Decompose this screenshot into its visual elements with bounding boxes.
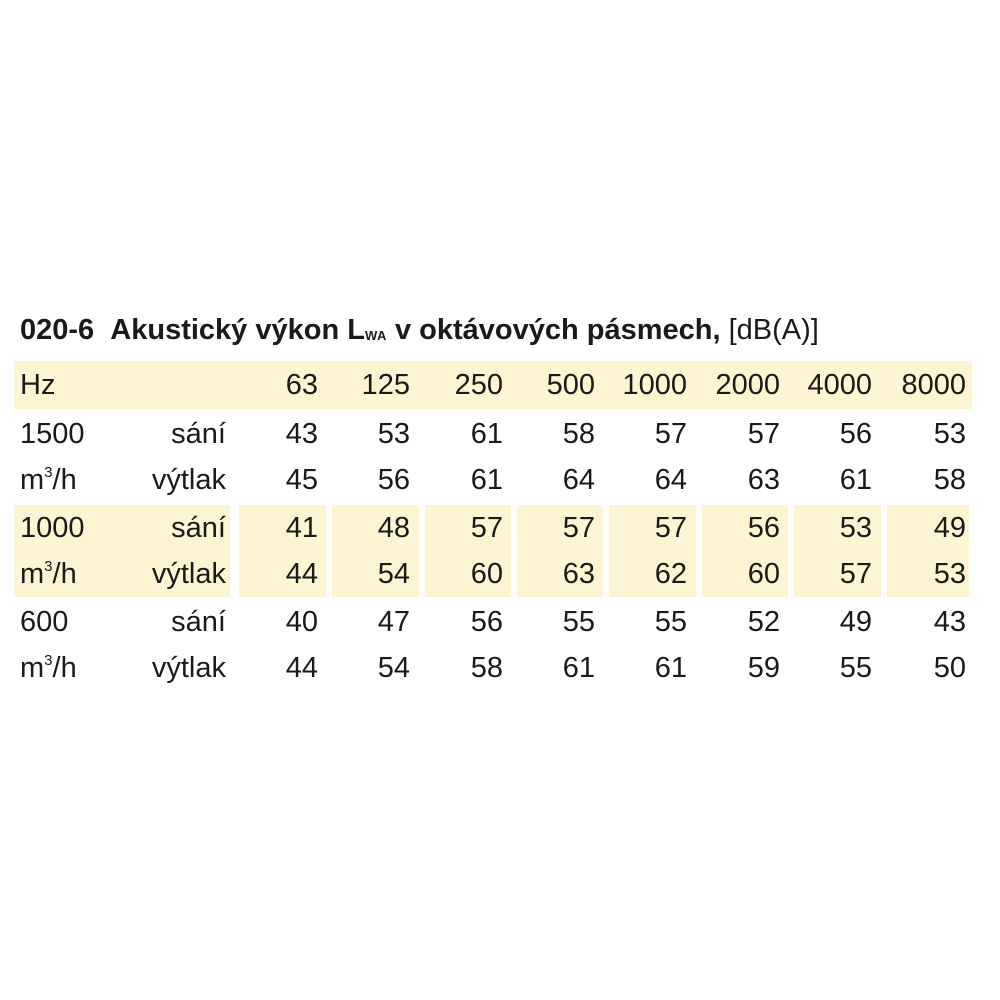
table-cell: 43 [933,606,966,638]
flow-unit-exponent: 3 [44,652,53,669]
table-cell: 63 [562,558,595,590]
header-frequency: 2000 [715,369,780,401]
table-cell: 40 [285,606,318,638]
acoustic-power-table [14,361,972,691]
flow-unit-tail: /h [52,558,77,590]
flow-unit-base: m [20,464,45,496]
table-cell: 63 [747,464,780,496]
table-cell: 47 [377,606,410,638]
table-cell: 53 [839,512,872,544]
table-cell: 49 [839,606,872,638]
table-cell: 57 [654,512,687,544]
table-cell: 57 [470,512,503,544]
table-row [14,505,972,551]
flow-value: 1000 [20,512,85,544]
table-row [14,645,972,691]
row-kind: sání [171,418,226,450]
row-kind: výtlak [151,558,226,590]
table-cell: 56 [377,464,410,496]
table-cell: 53 [933,418,966,450]
table-cell: 58 [933,464,966,496]
header-row [14,361,972,409]
flow-unit-exponent: 3 [44,558,53,575]
table-cell: 57 [839,558,872,590]
table-cell: 64 [654,464,687,496]
table-cell: 44 [285,652,318,684]
table-row [14,551,972,597]
flow-unit [20,457,160,503]
table-cell: 58 [470,652,503,684]
flow-unit [20,645,160,691]
table-cell: 50 [933,652,966,684]
table-cell: 43 [285,418,318,450]
table-row [14,457,972,503]
table-cell: 53 [933,558,966,590]
header-frequency: 4000 [807,369,872,401]
header-label: Hz [20,369,56,401]
title-unit: [dB(A)] [728,314,819,346]
table-cell: 54 [377,558,410,590]
header-frequency: 63 [285,369,318,401]
table-cell: 56 [747,512,780,544]
flow-unit [20,551,160,597]
table-row [14,599,972,645]
table-cell: 61 [562,652,595,684]
row-kind: sání [171,606,226,638]
table-cell: 61 [470,464,503,496]
title-rest: v oktávových pásmech, [386,314,721,346]
title-code: 020-6 [20,314,95,346]
table-cell: 48 [377,512,410,544]
table-title [20,308,819,352]
flow-unit-exponent: 3 [44,464,53,481]
table-cell: 57 [654,418,687,450]
table-cell: 60 [747,558,780,590]
header-frequency: 8000 [901,369,966,401]
title-main: Akustický výkon L [110,314,365,346]
table-cell: 52 [747,606,780,638]
row-kind: výtlak [151,652,226,684]
table-cell: 41 [285,512,318,544]
table-cell: 56 [839,418,872,450]
table-cell: 57 [562,512,595,544]
table-cell: 60 [470,558,503,590]
table-cell: 59 [747,652,780,684]
table-cell: 56 [470,606,503,638]
header-frequency: 125 [361,369,410,401]
table-cell: 61 [839,464,872,496]
row-kind: výtlak [151,464,226,496]
row-kind: sání [171,512,226,544]
table-row [14,411,972,457]
table-cell: 61 [654,652,687,684]
header-frequency: 250 [454,369,503,401]
table-cell: 58 [562,418,595,450]
table-cell: 64 [562,464,595,496]
flow-unit-tail: /h [52,652,77,684]
header-frequency: 1000 [622,369,687,401]
table-cell: 44 [285,558,318,590]
flow-value: 1500 [20,418,85,450]
table-cell: 55 [562,606,595,638]
table-cell: 55 [839,652,872,684]
flow-unit-base: m [20,652,45,684]
flow-unit-base: m [20,558,45,590]
table-cell: 53 [377,418,410,450]
header-frequency: 500 [546,369,595,401]
table-cell: 62 [654,558,687,590]
flow-unit-tail: /h [52,464,77,496]
table-cell: 49 [933,512,966,544]
table-cell: 54 [377,652,410,684]
table-cell: 55 [654,606,687,638]
table-cell: 57 [747,418,780,450]
title-subscript: WA [364,328,387,343]
flow-value: 600 [20,606,69,638]
table-cell: 61 [470,418,503,450]
table-cell: 45 [285,464,318,496]
